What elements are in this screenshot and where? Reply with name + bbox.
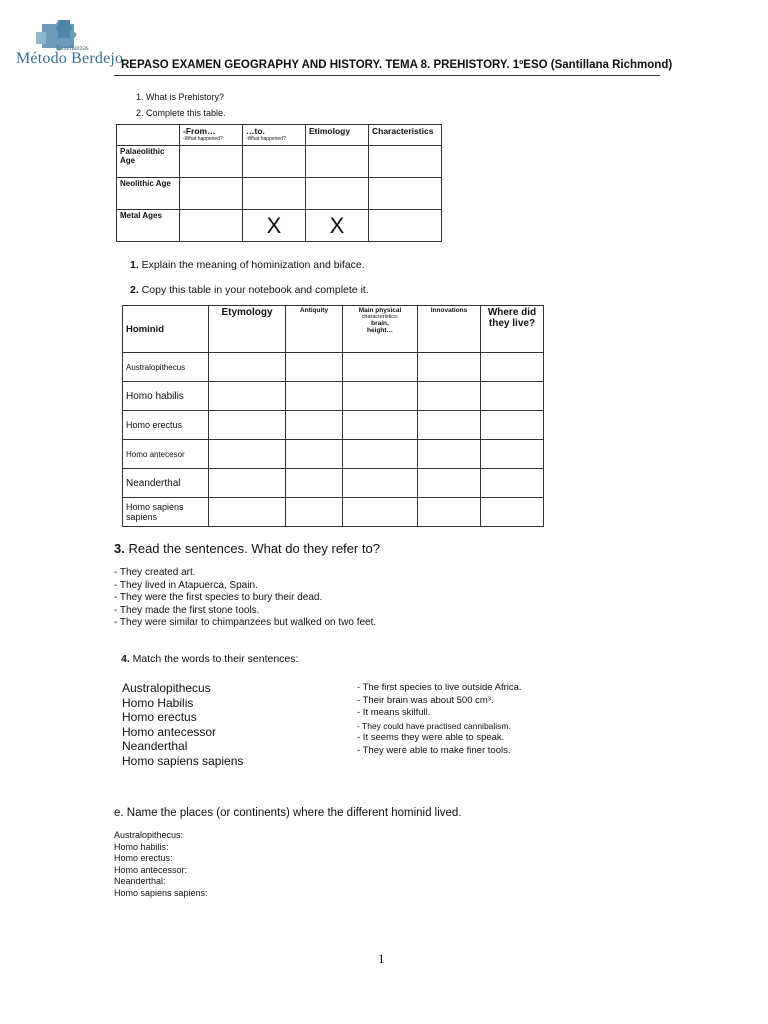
- antiquity-header: Antiquity: [286, 306, 343, 353]
- sentences-list: [114, 567, 376, 630]
- ages-header-characteristics: Characteristics: [369, 125, 442, 146]
- logo-small-text: Enseñanzas: [56, 44, 89, 52]
- logo-main-text: Método Berdejo: [16, 50, 124, 67]
- table-row: [123, 469, 544, 498]
- question-explain-hominization: 1. Explain the meaning of hominization and biface.: [130, 259, 365, 271]
- header-divider: [114, 75, 660, 76]
- list-item: - They lived in Atapuerca, Spain.: [114, 579, 258, 591]
- list-item: - It means skilfull.: [357, 707, 431, 718]
- page-number: 1: [378, 951, 385, 966]
- list-item: - The first species to live outside Africa.: [357, 682, 522, 693]
- hominid-header: Hominid: [123, 306, 209, 353]
- table-row: [117, 146, 442, 178]
- question-copy-table: 2. Copy this table in your notebook and complete it.: [130, 284, 369, 296]
- list-item: - They were the first species to bury their dead.: [114, 592, 323, 603]
- ages-header-etimology: Etimology: [306, 125, 369, 146]
- ages-row-label: Metal Ages: [117, 210, 180, 242]
- x-mark: X: [243, 210, 306, 242]
- ages-table-corner: [117, 125, 180, 146]
- match-words-list: [122, 681, 243, 768]
- table-row: [123, 382, 544, 411]
- list-item: Homo sapiens sapiens: [122, 753, 244, 768]
- where-header: Where did they live?: [481, 306, 544, 353]
- list-item: Australopithecus: [122, 681, 211, 695]
- ages-row-label: Palaeolithic Age: [117, 146, 180, 178]
- list-item: Homo erectus:: [114, 853, 173, 863]
- places-list: [114, 830, 208, 899]
- hominid-name: Neanderthal: [123, 469, 209, 498]
- match-definitions-list: [357, 682, 522, 757]
- main-physical-header: Main physical characteristics: brain, height…: [343, 306, 418, 353]
- x-mark: X: [306, 210, 369, 242]
- list-item: - They were able to make finer tools.: [357, 744, 511, 756]
- hominid-table: [122, 305, 544, 527]
- hominid-name: Homo antecesor: [123, 440, 209, 469]
- ages-header-from: -From… -What happened?: [180, 125, 243, 146]
- hominid-name: Australopithecus: [123, 353, 209, 382]
- ages-table: [116, 124, 442, 242]
- table-row: [117, 178, 442, 210]
- hominid-name: Homo erectus: [123, 411, 209, 440]
- question-what-is-prehistory: 1. What is Prehistory?: [136, 92, 225, 102]
- table-row: [117, 210, 442, 242]
- list-item: Homo antecessor: [122, 724, 217, 739]
- list-item: - They could have practised cannibalism.: [357, 720, 511, 731]
- list-item: Neanderthal:: [114, 876, 166, 886]
- table-row: [123, 498, 544, 527]
- hominid-name: Homo sapiens sapiens: [123, 498, 209, 527]
- list-item: - They made the first stone tools.: [114, 604, 260, 616]
- ages-header-to: …to. -What happened?: [243, 125, 306, 146]
- list-item: Homo Habilis: [122, 695, 194, 710]
- list-item: Neanderthal: [122, 739, 188, 753]
- list-item: Homo antecessor:: [114, 864, 188, 875]
- table-row: [123, 353, 544, 382]
- list-item: Homo erectus: [122, 710, 197, 724]
- table-row: [123, 440, 544, 469]
- list-item: - It seems they were able to speak.: [357, 732, 505, 743]
- list-item: - They created art.: [114, 567, 196, 578]
- list-item: Homo sapiens sapiens:: [114, 887, 208, 898]
- hominid-name: Homo habilis: [123, 382, 209, 411]
- list-item: - They were similar to chimpanzees but walked on two feet.: [114, 617, 377, 628]
- ages-row-label: Neolithic Age: [117, 178, 180, 210]
- section-4-title: 4. Match the words to their sentences:: [121, 653, 299, 665]
- page-title: REPASO EXAMEN GEOGRAPHY AND HISTORY. TEMA 8. PREHISTORY. 1ºESO (Santillana Richmond): [121, 59, 673, 71]
- list-item: - Their brain was about 500 cm³.: [357, 694, 494, 706]
- list-item: Australopithecus:: [114, 830, 184, 840]
- section-5-title: e. Name the places (or continents) where the different hominid lived.: [114, 807, 462, 819]
- list-item: Homo habilis:: [114, 841, 169, 852]
- innovations-header: Innovations: [418, 306, 481, 353]
- etymology-header: Etymology: [209, 306, 286, 353]
- section-3-title: 3. Read the sentences. What do they refer to?: [114, 541, 380, 556]
- question-complete-table: 2. Complete this table.: [136, 108, 226, 118]
- table-row: [123, 411, 544, 440]
